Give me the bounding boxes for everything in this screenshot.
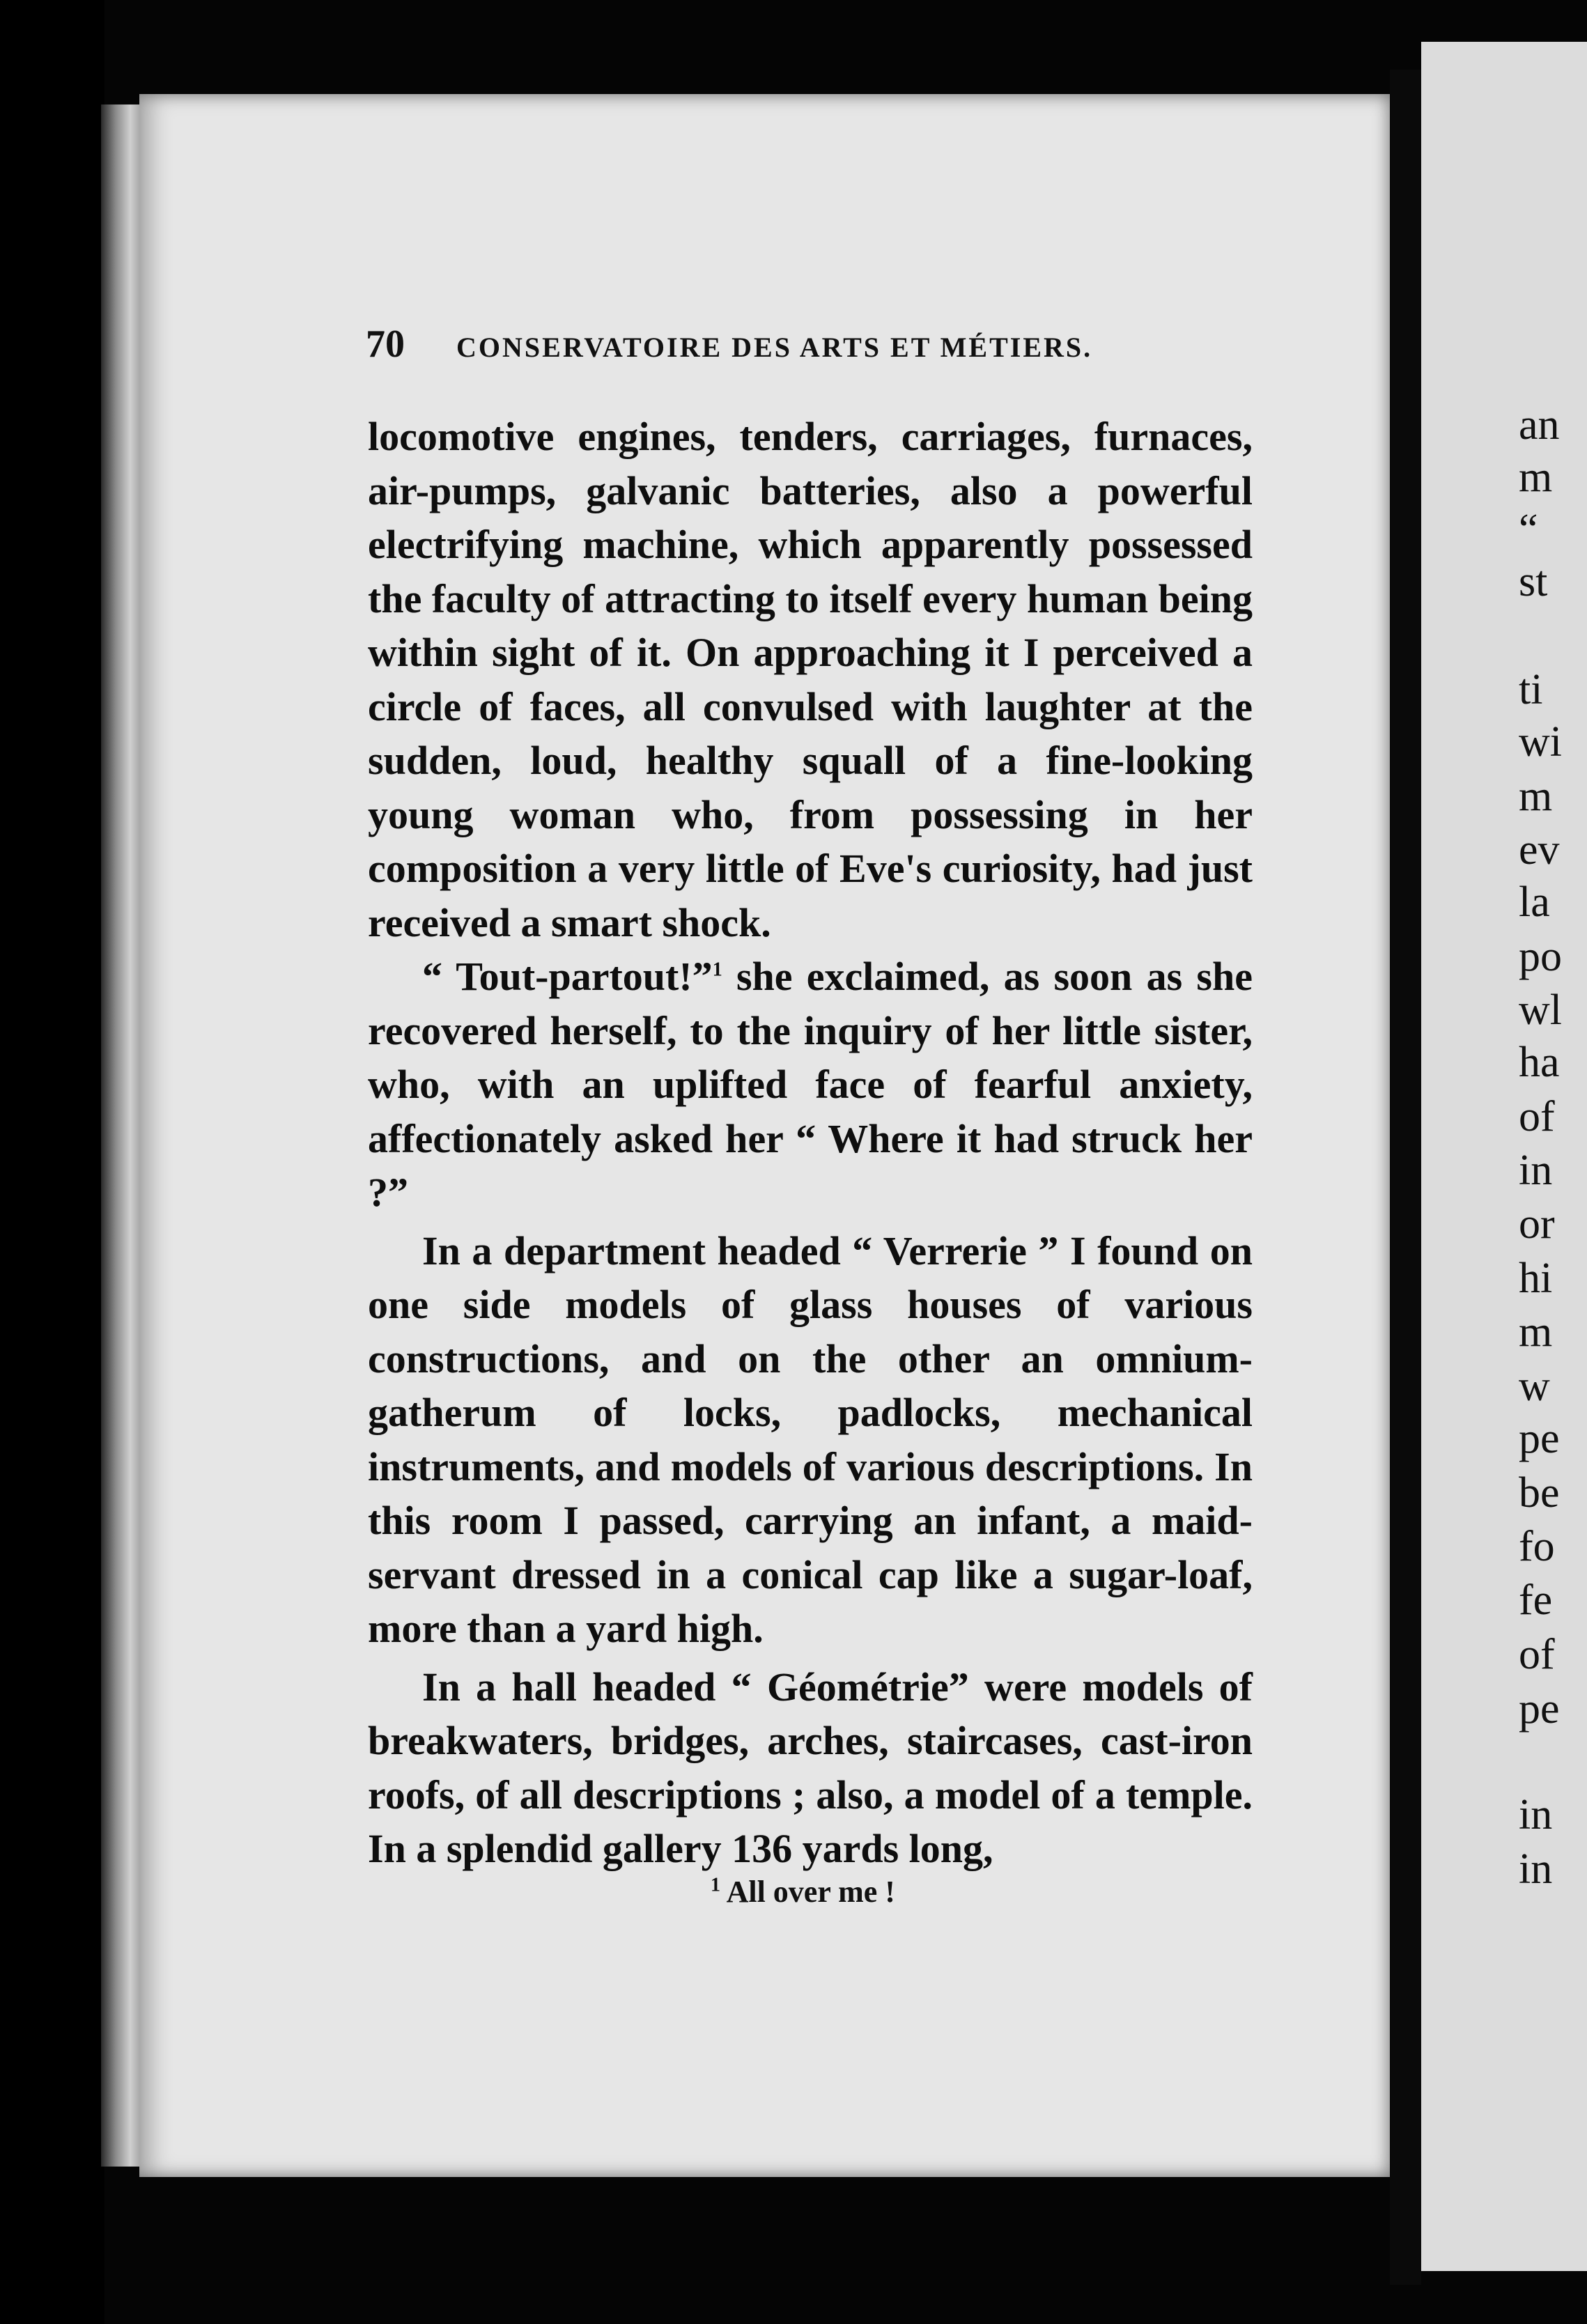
facing-page-fragment: ha: [1519, 1039, 1560, 1086]
facing-page-fragment: st: [1519, 558, 1548, 605]
facing-page-fragment: of: [1519, 1093, 1555, 1140]
footnote-reference: 1: [712, 959, 722, 981]
paragraph-2: [368, 950, 1253, 1220]
facing-page-fragment: in: [1519, 1845, 1553, 1893]
paragraph-2-rest: she exclaimed, as soon as she recovered herself, to the inquiry of her little sister, who, with an uplifted face of fearful anxiety, affectionately asked her “ Where it had struck her ?”: [368, 954, 1253, 1215]
book-gutter: [1390, 70, 1421, 2285]
facing-page-fragment: or: [1519, 1200, 1555, 1248]
facing-page-fragment: of: [1519, 1631, 1555, 1678]
facing-page-fragment: wl: [1519, 986, 1562, 1034]
facing-page-fragment: in: [1519, 1791, 1553, 1838]
book-binding: [0, 0, 104, 2324]
facing-page-fragment: m: [1519, 773, 1553, 820]
facing-page-fragment: fe: [1519, 1577, 1553, 1624]
facing-page-fragment: “: [1519, 506, 1538, 553]
facing-page-fragment: pe: [1519, 1685, 1560, 1733]
paragraph-3: In a department headed “ Verrerie ” I found on one side models of glass houses of various constructions, and on the other an omnium-gatherum of locks, padlocks, mechanical instruments, and models of various descriptions. In this room I passed, carrying an infant, a maid-servant dressed in a conical cap like a sugar-loaf, more than a yard high.: [368, 1227, 1253, 1651]
facing-page-fragment: be: [1519, 1469, 1560, 1517]
facing-page-fragment: an: [1519, 401, 1560, 449]
facing-page-fragment: po: [1519, 933, 1562, 980]
facing-page-fragment: m: [1519, 454, 1553, 501]
page-number: 70: [366, 323, 405, 366]
paragraph-1: locomotive engines, tenders, carriages, furnaces, air-pumps, galvanic batteries, also a powerful electrifying machine, which apparently possessed the faculty of attracting to itself every human being within sight of it. On approaching it I perceived a circle of faces, all convulsed with laughter at the sudden, loud, healthy squall of a fine-looking young woman who, from possessing in her composition a very little of Eve's curiosity, had just received a smart shock.: [368, 414, 1253, 945]
facing-page-fragment: hi: [1519, 1255, 1553, 1302]
paragraph-2-quote: “ Tout-partout!”: [422, 954, 713, 999]
running-head-title: CONSERVATOIRE DES ARTS ET MÉTIERS.: [456, 332, 1093, 363]
facing-page-fragment: la: [1519, 878, 1550, 926]
facing-page-fragment: ev: [1519, 826, 1560, 874]
facing-page-fragment: fo: [1519, 1523, 1555, 1570]
paragraph-4: In a hall headed “ Géométrie” were models of breakwaters, bridges, arches, staircases, cast-iron roofs, of all descriptions ; also, a model of a temple. In a splendid gallery 136 yards long,: [368, 1664, 1253, 1871]
facing-page-fragment: in: [1519, 1147, 1553, 1194]
footnote: [711, 1874, 895, 1909]
facing-page-fragment: ti: [1519, 666, 1543, 713]
facing-page-fragment: w: [1519, 1363, 1550, 1410]
footnote-marker: 1: [711, 1874, 720, 1896]
facing-page-fragment: wi: [1519, 718, 1562, 766]
footnote-text: All over me !: [726, 1875, 895, 1909]
running-head: [366, 322, 1153, 366]
facing-page-fragment: m: [1519, 1308, 1553, 1356]
facing-page: [1421, 42, 1587, 2271]
facing-page-fragment: pe: [1519, 1415, 1560, 1462]
body-text: [368, 410, 1253, 1876]
